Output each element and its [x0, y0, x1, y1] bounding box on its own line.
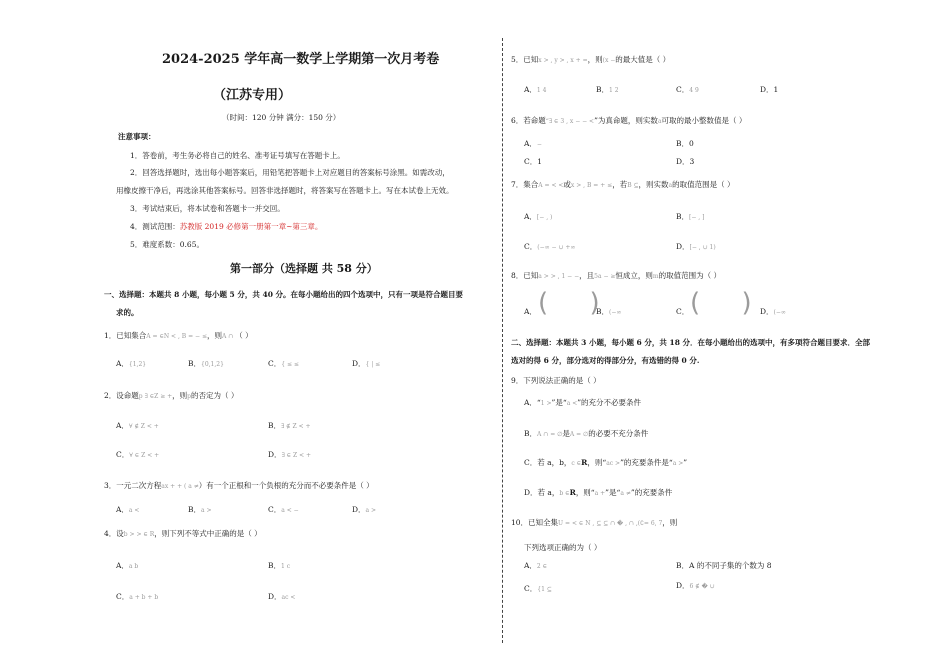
part1-heading: 第一部分（选择题 共 58 分）	[230, 262, 378, 275]
q8-option-a: A．	[524, 307, 537, 316]
q7-option-c: C．(−∞ − ∪ +∞	[524, 242, 576, 251]
q2-stem: 2．设命题p ∃ ∈Z ≥ +，则p的否定为（ ）	[104, 391, 239, 400]
part1-instruction-b: 求的。	[116, 308, 139, 317]
part2-instruction-a: 二、选择题：本题共 3 小题，每小题 6 分，共 18 分．在每小题给出的选项中，有多项符合题目要求．全部	[511, 338, 871, 347]
q8-stem: 8．已知a > > , 1 − −，且5a − ≥恒成立，则m的取值范围为（ ）	[511, 271, 721, 280]
q6-option-c: C．1	[524, 157, 543, 166]
exam-title: 2024-2025 学年高一数学上学期第一次月考卷	[162, 52, 440, 67]
q10-option-c: C．{1 ⊆	[524, 584, 552, 593]
q10-stem-continued: 下列选项正确的为（ ）	[524, 543, 602, 552]
q7-option-d: D．[− , ∪ 1)	[676, 242, 716, 251]
q10-option-d: D．6 ∉ � ∪	[676, 581, 715, 590]
notice-item-2b: 用橡皮擦干净后，再选涂其他答案标号。回答非选择题时，将答案写在答题卡上。写在本试卷上无效。	[116, 186, 454, 195]
q8-option-c-bracket: ( )	[690, 288, 752, 318]
q8-option-c: C．	[676, 307, 690, 316]
q10-option-a: A．2 ∈	[524, 561, 548, 570]
q8-option-b: B．(−∞	[596, 307, 622, 316]
q3-option-c: C．a < −	[268, 505, 299, 514]
q7-option-a: A．[− , )	[524, 212, 553, 221]
q2-option-b: B．∃ ∉ Z < +	[268, 421, 311, 430]
q8-option-d: D．(−∞	[760, 307, 786, 316]
q1-option-b: B．{0,1,2}	[188, 359, 224, 368]
column-divider	[502, 38, 503, 643]
notice-item-3: 3．考试结束后，将本试卷和答题卡一并交回。	[130, 204, 285, 213]
q5-option-a: A．1 4	[524, 85, 547, 94]
q3-option-a: A．a <	[116, 505, 140, 514]
q2-option-a: A．∀ ∉ Z < +	[116, 421, 159, 430]
notice-item-4-scope: 苏教版 2019 必修第一册第一章~第三章。	[179, 222, 323, 231]
notice-item-4	[130, 221, 322, 232]
q9-option-a: A．“1 >”是“a <”的充分不必要条件	[524, 398, 642, 407]
exam-meta: （时间：120 分钟 满分：150 分）	[222, 113, 341, 122]
q2-option-c: C．∀ ∈ Z < +	[116, 450, 160, 459]
q4-option-c: C．a + b + b	[116, 592, 159, 601]
notice-item-4-prefix: 4．测试范围：	[130, 222, 180, 231]
q5-option-b: B．1 2	[596, 85, 619, 94]
notice-heading: 注意事项：	[118, 132, 156, 141]
q2-option-d: D．∃ ∈ Z < +	[268, 450, 312, 459]
notice-item-2a: 2．回答选择题时，选出每小题答案后，用铅笔把答题卡上对应题目的答案标号涂黑。如需改动，	[130, 168, 450, 177]
notice-item-5: 5．难度系数：0.65。	[130, 240, 204, 249]
q4-stem: 4．设b > > ∈ R，则下列不等式中正确的是（ ）	[104, 529, 262, 538]
q9-option-c: C．若 a，b，c ∈R，则“ac >”的充要条件是“a >”	[524, 458, 688, 467]
q3-option-b: B．a >	[188, 505, 212, 514]
q5-option-c: C．4 9	[676, 85, 699, 94]
q1-stem: 1．已知集合A = ∈N < , B = − ≤，则A ∩ （ ）	[104, 331, 253, 340]
q4-option-d: D．ac <	[268, 592, 296, 601]
q1-option-c: C．{ ≤ ≤	[268, 359, 299, 368]
q7-option-b: B．[− , ]	[676, 212, 705, 221]
q6-stem: 6．若命题“∃ ∈ 3 , x − − <”为真命题，则实数a可取的最小整数值是（ ）	[511, 116, 747, 125]
q6-option-b: B．0	[676, 139, 694, 148]
q4-option-b: B．1 c	[268, 561, 291, 570]
q9-option-d: D．若 a，b ∈R，则“a +”是“a ≠”的充要条件	[524, 488, 673, 497]
part1-instruction-a: 一、选择题：本题共 8 小题，每小题 5 分，共 40 分。在每小题给出的四个选项中，只有一项是符合题目要	[104, 290, 464, 299]
q5-stem: 5．已知x > , y > , x + =，则(x −的最大值是（ ）	[511, 55, 671, 64]
q3-stem: 3．一元二次方程ax + + ( a ≠）有一个正根和一个负根的充分而不必要条件是（ ）	[104, 481, 374, 490]
q1-option-d: D．{ | ≤	[352, 359, 381, 368]
q1-option-a: A．{1,2}	[116, 359, 147, 368]
q6-option-d: D．3	[676, 157, 695, 166]
q3-option-d: D．a >	[352, 505, 377, 514]
q8-option-a-bracket: ( )	[538, 288, 600, 318]
q10-option-b: B．A 的不同子集的个数为 8	[676, 561, 772, 570]
q9-option-b: B．A ∩ = ∅是A = ∅的必要不充分条件	[524, 429, 649, 438]
notice-item-1: 1．答卷前，考生务必将自己的姓名、准考证号填写在答题卡上。	[130, 151, 345, 160]
q5-option-d: D．1	[760, 85, 779, 94]
q4-option-a: A．a b	[116, 561, 139, 570]
q6-option-a: A．−	[524, 139, 542, 148]
part2-instruction-b: 选对的得 6 分，部分选对的得部分分，有选错的得 0 分.	[511, 356, 700, 365]
q7-stem: 7．集合A = < <或x > , B = + ≤，若B ⊆，则实数a的取值范围是（ ）	[511, 180, 735, 189]
q10-stem: 10．已知全集U = < ∈ N , ⊆ ⊆ ∩ � , ∩ ,(∁= 6, 7，则	[511, 518, 678, 527]
exam-subtitle: （江苏专用）	[213, 88, 292, 103]
q9-stem: 9．下列说法正确的是（ ）	[511, 376, 601, 385]
